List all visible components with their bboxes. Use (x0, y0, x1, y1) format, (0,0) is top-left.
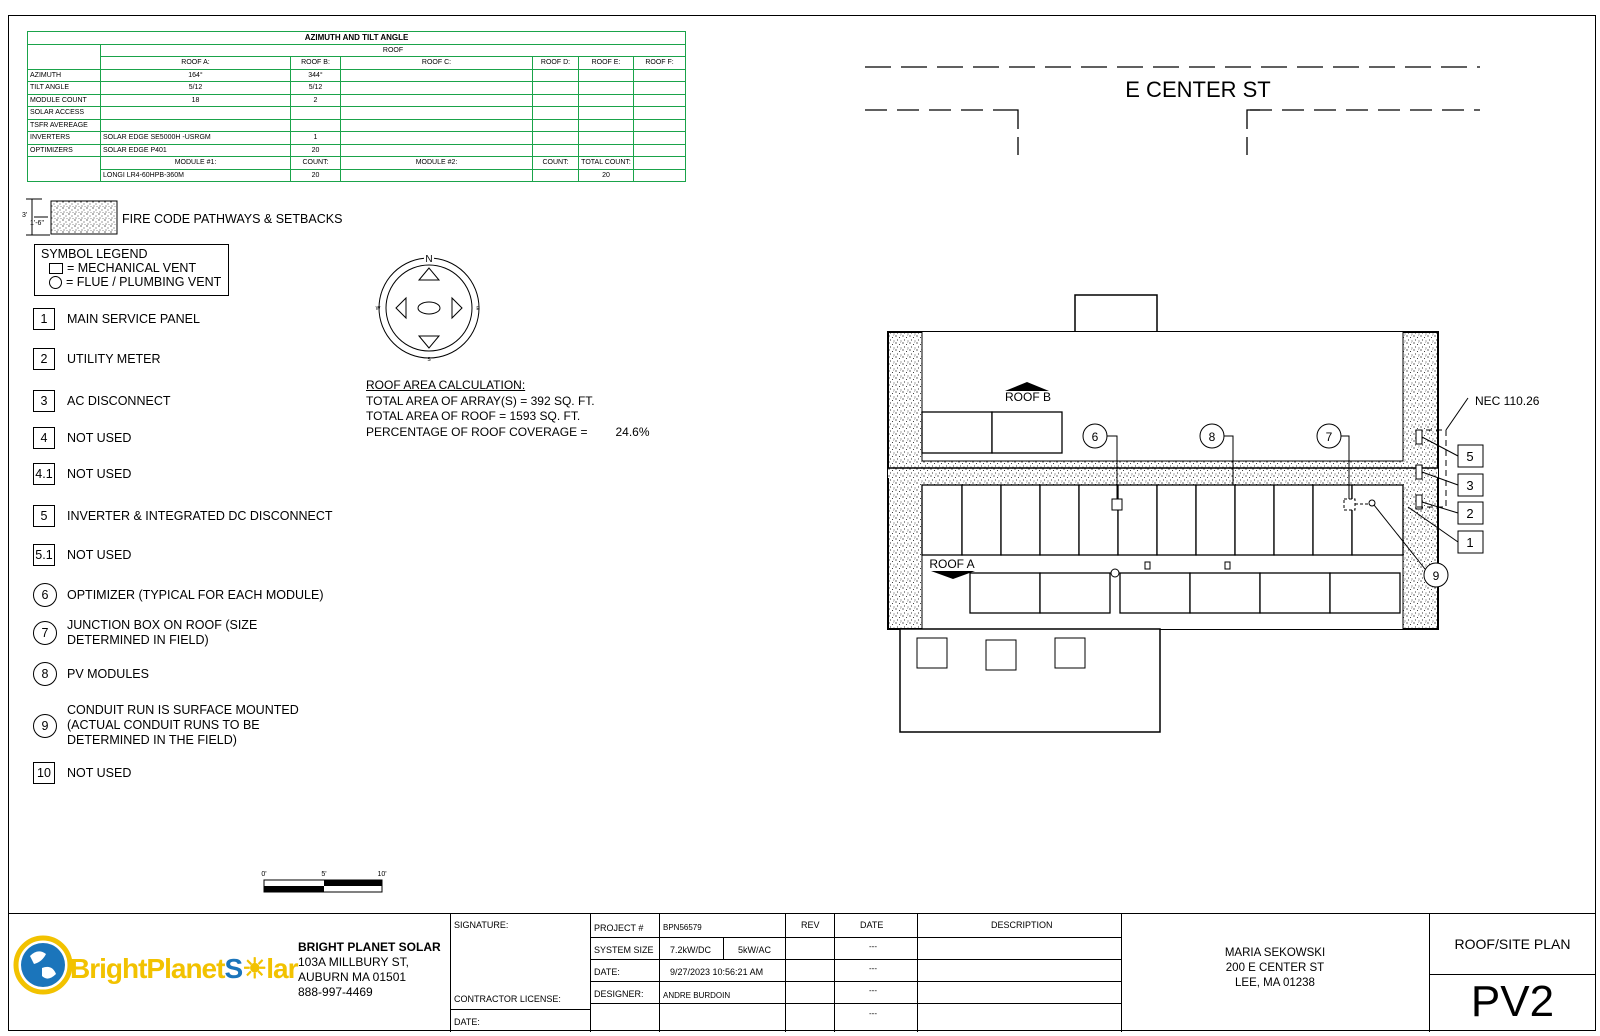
project-label: PROJECT # (594, 923, 644, 933)
legend-item (33, 505, 333, 527)
client-name: MARIA SEKOWSKI (1224, 947, 1326, 959)
callout-6: 6 (1091, 430, 1099, 444)
compass-s: S (427, 357, 431, 363)
date-header: DATE (860, 920, 884, 930)
roof-c-col: ROOF C: (341, 57, 533, 70)
roof-area: TOTAL AREA OF ROOF = 1593 SQ. FT. (366, 409, 581, 423)
symbol-legend (34, 244, 229, 296)
date-label: DATE: (454, 1017, 480, 1027)
inverters-row: INVERTERS SOLAR EDGE SE5000H -USRGM 1 (28, 132, 686, 145)
signature-label: SIGNATURE: (454, 920, 509, 930)
sheet-number: PV2 (1470, 977, 1555, 1026)
fire-code-symbol (20, 195, 120, 240)
company-phone: 888-997-4469 (298, 985, 373, 999)
callout-3: 3 (1466, 478, 1474, 493)
legend-number: 7 (33, 621, 57, 645)
system-dc: 7.2kW/DC (670, 945, 712, 955)
legend-number: 9 (33, 714, 57, 738)
compass-n: N (425, 254, 433, 265)
callout-8: 8 (1208, 430, 1216, 444)
company-info (298, 940, 441, 1000)
module-row: LONGI LR4-60HPB-360M 20 20 (28, 169, 686, 182)
callout-1: 1 (1466, 535, 1474, 550)
legend-text: CONDUIT RUN IS SURFACE MOUNTED (ACTUAL CONDUIT RUNS TO BE DETERMINED IN THE FIELD) (67, 703, 299, 747)
optimizers-row: OPTIMIZERS SOLAR EDGE P401 20 (28, 144, 686, 157)
legend-item (33, 662, 149, 686)
callout-9: 9 (1432, 569, 1440, 583)
table-title: AZIMUTH AND TILT ANGLE (28, 32, 686, 45)
description-header: DESCRIPTION (991, 920, 1053, 930)
legend-number: 6 (33, 583, 57, 607)
dim-3ft: 3' (22, 212, 28, 219)
designer-value: ANDRE BURDOIN (663, 991, 731, 1000)
legend-number: 1 (33, 308, 55, 330)
legend-text: JUNCTION BOX ON ROOF (SIZE DETERMINED IN FIELD) (67, 618, 258, 647)
callout-2: 2 (1466, 506, 1474, 521)
designer-label: DESIGNER: (594, 989, 644, 999)
legend-item (33, 583, 324, 607)
nec-label: NEC 110.26 (1475, 394, 1540, 408)
client-info (1121, 946, 1429, 991)
legend-item (33, 463, 131, 485)
dim-1ft6: 1'-6" (30, 220, 44, 227)
roof-a-col: ROOF A: (101, 57, 291, 70)
table-row: TILT ANGLE 5/12 5/12 (28, 82, 686, 95)
legend-text: NOT USED (67, 765, 132, 780)
legend-item (33, 390, 170, 412)
company-address1: 103A MILLBURY ST, (298, 955, 409, 969)
roof-area-calculation (366, 378, 650, 440)
flue-vent-label: = FLUE / PLUMBING VENT (66, 275, 222, 289)
coverage-value: 24.6% (615, 424, 650, 439)
legend-text: MAIN SERVICE PANEL (67, 311, 200, 326)
legend-number: 8 (33, 662, 57, 686)
rev-date-3: --- (869, 986, 877, 995)
compass-w: W (375, 306, 381, 312)
table-row: AZIMUTH 164° 344° (28, 69, 686, 82)
roof-d-col: ROOF D: (533, 57, 579, 70)
legend-text: OPTIMIZER (TYPICAL FOR EACH MODULE) (67, 587, 324, 602)
callout-7: 7 (1325, 430, 1333, 444)
legend-item (33, 348, 161, 370)
flue-vent-icon (49, 276, 62, 289)
legend-item (33, 544, 131, 566)
north-arrow-compass (374, 253, 484, 363)
legend-text: NOT USED (67, 430, 132, 445)
client-address2: LEE, MA 01238 (1235, 977, 1315, 989)
legend-item (33, 308, 200, 330)
compass-e: E (476, 306, 480, 312)
legend-item (33, 762, 131, 784)
legend-text: INVERTER & INTEGRATED DC DISCONNECT (67, 508, 333, 523)
table-row: TSFR AVEREAGE (28, 119, 686, 132)
roof-e-col: ROOF E: (579, 57, 634, 70)
sheet-title: ROOF/SITE PLAN (1454, 936, 1571, 952)
street-name: E CENTER ST (1125, 77, 1271, 102)
globe-logo-icon (12, 934, 74, 996)
legend-item (33, 618, 257, 648)
company-logo-text: BrightPlanetS☀lar (70, 953, 298, 984)
symbol-legend-title: SYMBOL LEGEND (41, 247, 148, 261)
rev-date-4: --- (869, 1009, 877, 1018)
legend-number: 4.1 (33, 463, 55, 485)
rev-date-1: --- (869, 942, 877, 951)
array-area: TOTAL AREA OF ARRAY(S) = 392 SQ. FT. (366, 393, 595, 408)
legend-item (33, 427, 131, 449)
contractor-license-label: CONTRACTOR LICENSE: (454, 994, 561, 1004)
legend-number: 5 (33, 505, 55, 527)
scale-bar (258, 868, 388, 900)
legend-number: 2 (33, 348, 55, 370)
company-address2: AUBURN MA 01501 (298, 970, 407, 984)
roof-a-label: ROOF A (929, 557, 975, 571)
scale-0: 0' (261, 871, 267, 878)
legend-text: NOT USED (67, 466, 132, 481)
date-value: 9/27/2023 10:56:21 AM (670, 967, 764, 977)
roof-b-col: ROOF B: (291, 57, 341, 70)
callout-5: 5 (1466, 449, 1474, 464)
table-row: SOLAR ACCESS (28, 107, 686, 120)
roof-header: ROOF (101, 44, 686, 57)
scale-10: 10' (377, 871, 387, 878)
legend-number: 5.1 (33, 544, 55, 566)
legend-text: PV MODULES (67, 666, 149, 681)
roof-area-title: ROOF AREA CALCULATION: (366, 378, 526, 392)
project-value: BPN56579 (663, 923, 702, 932)
roof-f-col: ROOF F: (634, 57, 686, 70)
azimuth-tilt-table: AZIMUTH AND TILT ANGLE ROOF ROOF A: ROOF B: ROOF C: ROOF D: ROOF E: ROOF F: AZIMUTH 164° 344° TILT ANGLE 5/12 5/12 MODULE COUNT 18 2 SOLAR ACCESS TSFR AVEREAGE INVERTERS SOLAR EDGE SE5000H -USRGM 1 OPTIMIZERS SOLAR EDGE P401 20 MODULE #1: COUNT: MODULE #2: COUNT: TOTAL COUNT: LONGI LR4-60HPB-360M 20 20 (27, 31, 686, 182)
rev-header: REV (801, 920, 820, 930)
table-row: MODULE COUNT 18 2 (28, 94, 686, 107)
legend-text: NOT USED (67, 547, 132, 562)
rev-date-2: --- (869, 964, 877, 973)
roof-b-label: ROOF B (1004, 390, 1052, 404)
legend-text: AC DISCONNECT (67, 393, 171, 408)
system-ac: 5kW/AC (738, 945, 772, 955)
site-plan (860, 55, 1600, 755)
legend-text: UTILITY METER (67, 351, 161, 366)
scale-5: 5' (321, 871, 327, 878)
fire-code-label: FIRE CODE PATHWAYS & SETBACKS (122, 212, 343, 226)
title-block (8, 913, 1596, 1032)
mechanical-vent-icon (49, 263, 63, 274)
company-name: BRIGHT PLANET SOLAR (298, 940, 441, 954)
legend-number: 4 (33, 427, 55, 449)
legend-item (33, 703, 299, 748)
system-size-label: SYSTEM SIZE (594, 945, 654, 955)
legend-number: 3 (33, 390, 55, 412)
legend-number: 10 (33, 762, 55, 784)
mechanical-vent-label: = MECHANICAL VENT (67, 261, 197, 275)
date-field-label: DATE: (594, 967, 620, 977)
coverage-label: PERCENTAGE OF ROOF COVERAGE = (366, 424, 588, 439)
client-address1: 200 E CENTER ST (1225, 962, 1325, 974)
